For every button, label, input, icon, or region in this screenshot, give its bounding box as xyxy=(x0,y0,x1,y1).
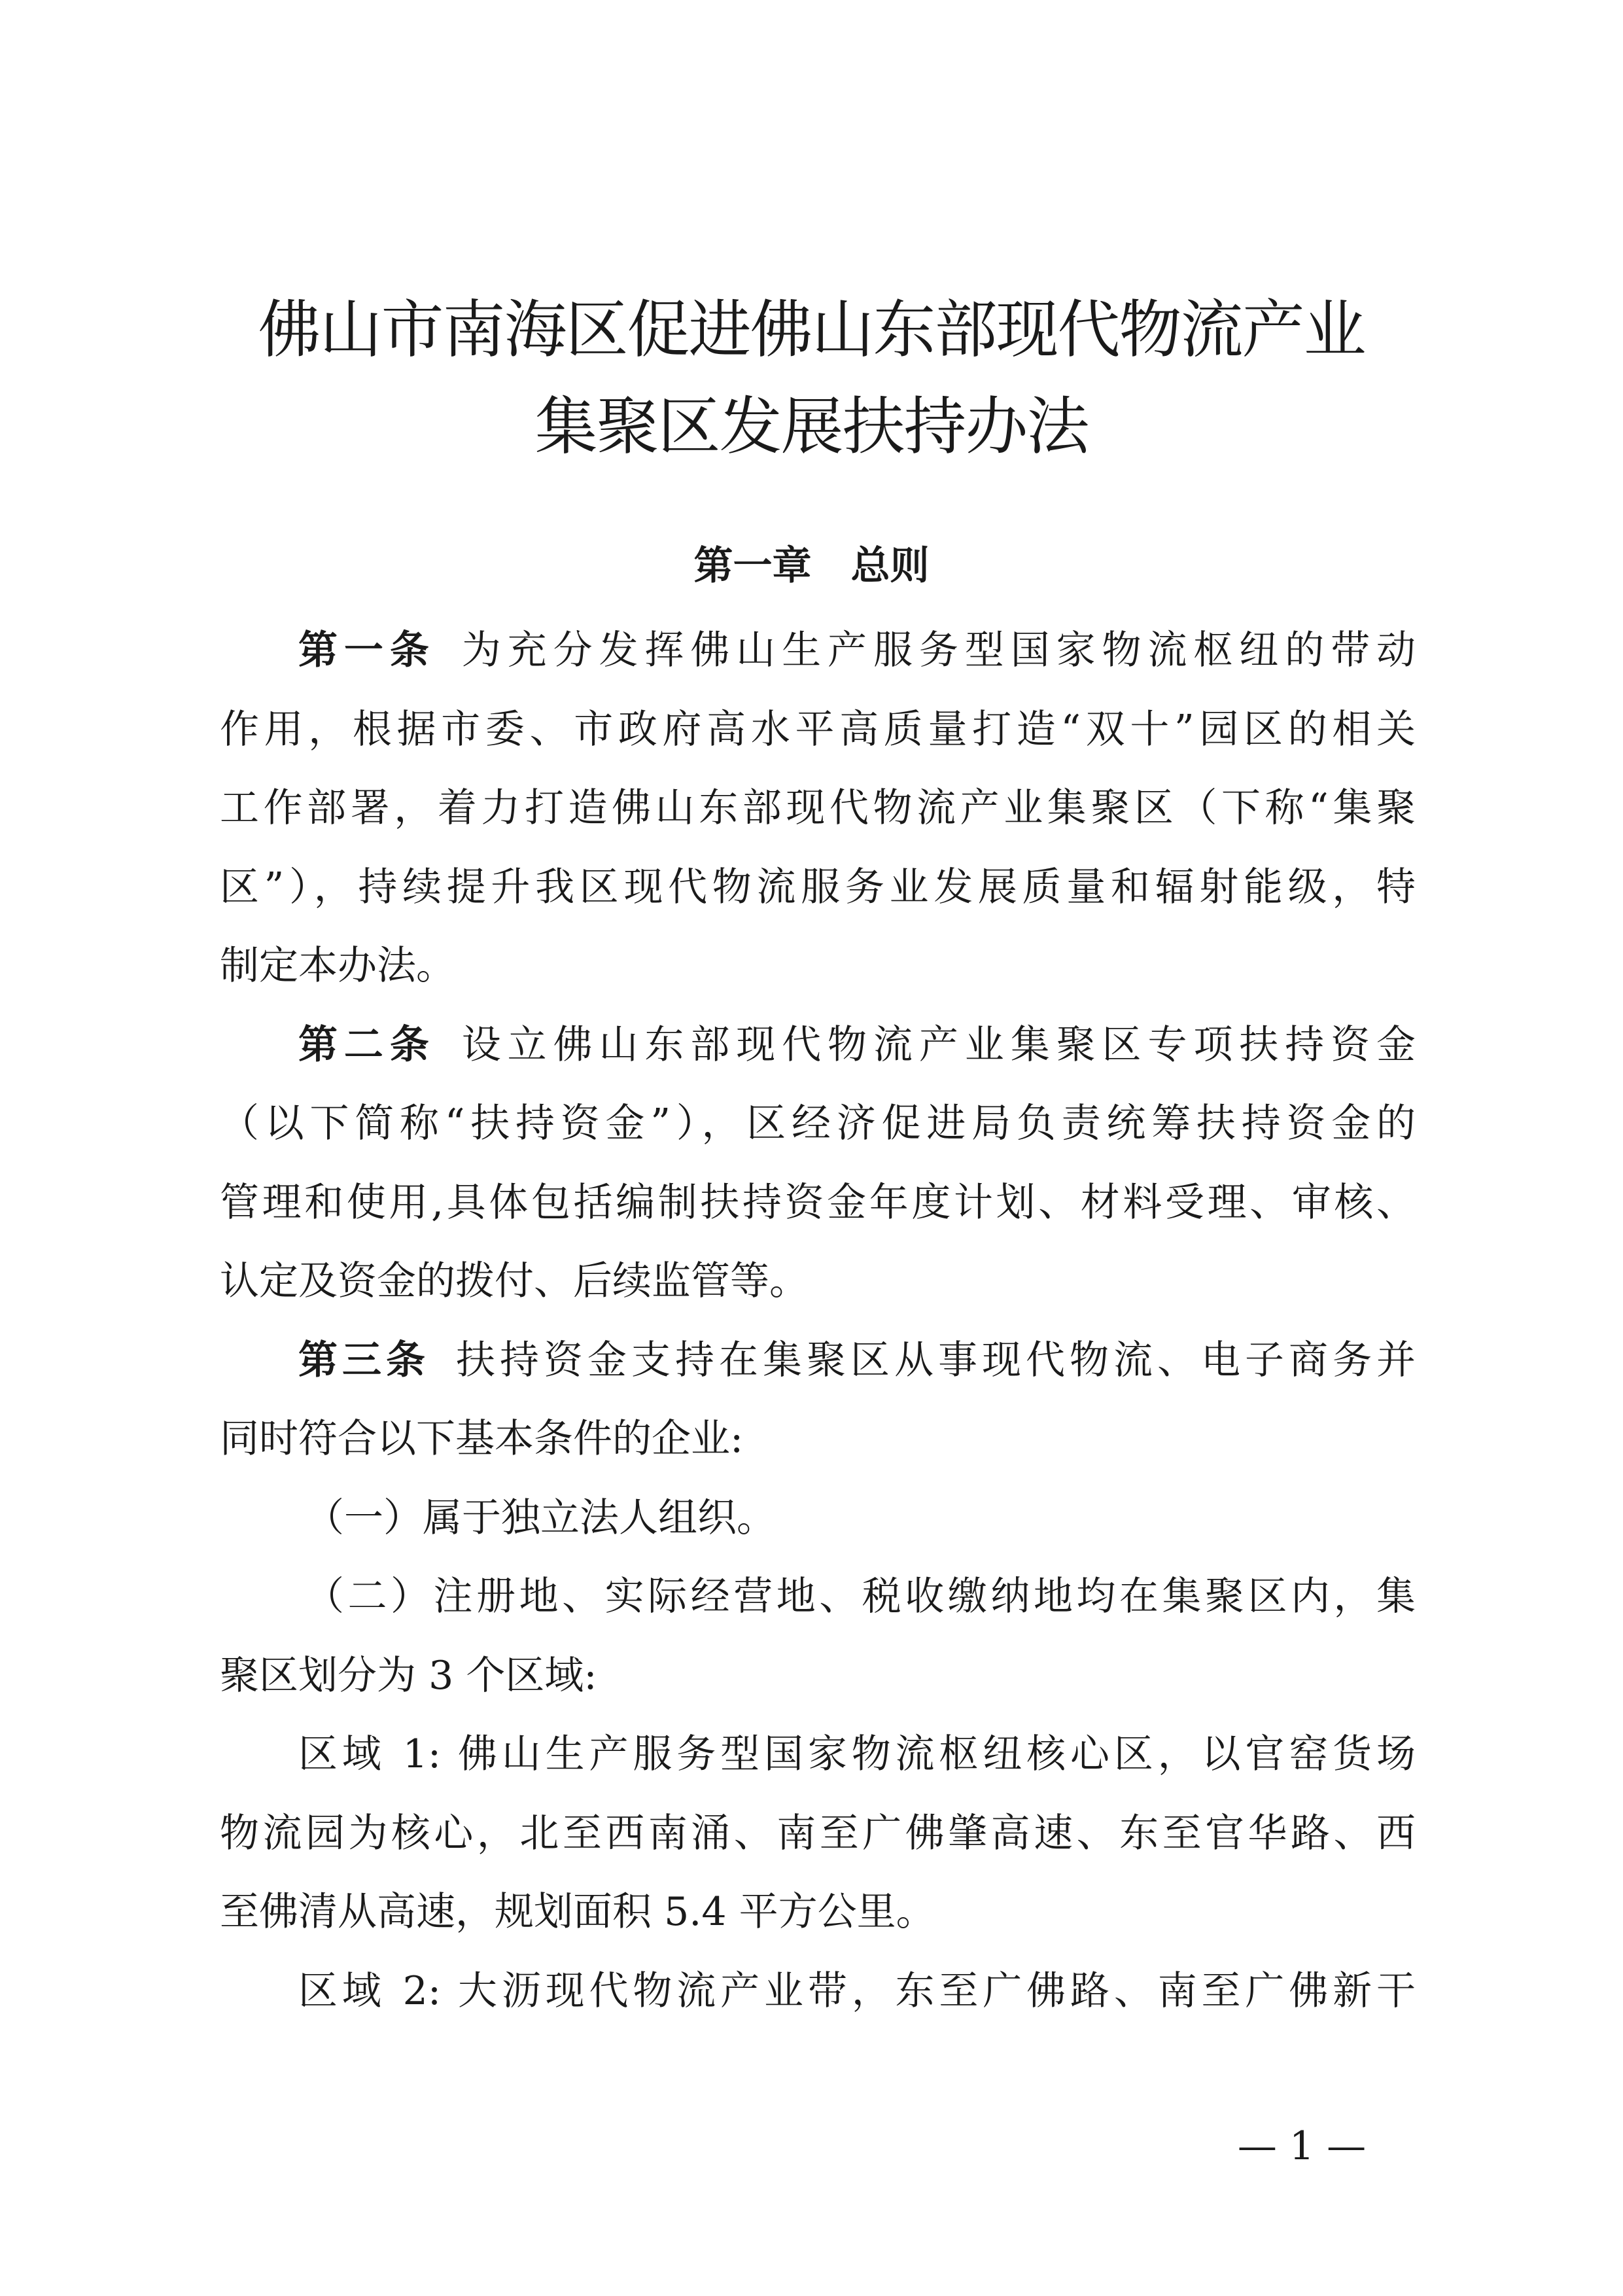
article-2-line-3: 管理和使用,具体包括编制扶持资金年度计划、材料受理、审核、 xyxy=(220,1179,1416,1226)
region-1-line-1: 区域 1: 佛山生产服务型国家物流枢纽核心区，以官窑货场 xyxy=(298,1731,1416,1777)
article-1-line-5: 制定本办法。 xyxy=(220,943,455,989)
region-2-line-1: 区域 2: 大沥现代物流产业带，东至广佛路、南至广佛新干 xyxy=(298,1968,1416,2014)
article-2-line-2: （以下简称“扶持资金”），区经济促进局负责统筹扶持资金的 xyxy=(220,1101,1416,1146)
article-2-text-1: 设立佛山东部现代物流产业集聚区专项扶持资金 xyxy=(461,1021,1416,1068)
article-1-line-4: 区”），持续提升我区现代物流服务业发展质量和辐射能级，特 xyxy=(220,864,1416,910)
article-2-head: 第二条 xyxy=(298,1021,436,1068)
article-3-head: 第三条 xyxy=(298,1337,430,1383)
item-two-line-2: 聚区划分为 3 个区域: xyxy=(220,1652,597,1699)
article-1-line-2: 作用，根据市委、市政府高水平高质量打造“双十”园区的相关 xyxy=(220,706,1416,752)
page-number: — 1 — xyxy=(1237,2123,1367,2169)
document-title xyxy=(0,281,1623,475)
article-1-line-1 xyxy=(220,611,1416,690)
article-2-line-1 xyxy=(220,1006,1416,1085)
article-3-line-1 xyxy=(220,1321,1416,1400)
region-1-line-2: 物流园为核心，北至西南涌、南至广佛肇高速、东至官华路、西 xyxy=(220,1810,1416,1856)
article-3-line-2: 同时符合以下基本条件的企业: xyxy=(220,1416,744,1462)
chapter-heading: 第一章 总则 xyxy=(693,543,930,589)
article-1-head: 第一条 xyxy=(298,627,436,673)
article-2-line-4: 认定及资金的拨付、后续监管等。 xyxy=(220,1258,809,1304)
item-one: （一）属于独立法人组织。 xyxy=(305,1494,776,1541)
title-line-1: 佛山市南海区促进佛山东部现代物流产业 xyxy=(258,293,1365,366)
article-3-text-1: 扶持资金支持在集聚区从事现代物流、电子商务并 xyxy=(456,1337,1416,1383)
title-line-2: 集聚区发展扶持办法 xyxy=(534,390,1089,463)
article-1-text-1: 为充分发挥佛山生产服务型国家物流枢纽的带动 xyxy=(461,627,1416,673)
region-1-line-3: 至佛清从高速，规划面积 5.4 平方公里。 xyxy=(220,1889,935,1935)
document-body xyxy=(220,611,1416,2030)
item-two-line-1: （二）注册地、实际经营地、税收缴纳地均在集聚区内，集 xyxy=(305,1574,1416,1619)
article-1-line-3: 工作部署，着力打造佛山东部现代物流产业集聚区（下称“集聚 xyxy=(220,785,1416,831)
